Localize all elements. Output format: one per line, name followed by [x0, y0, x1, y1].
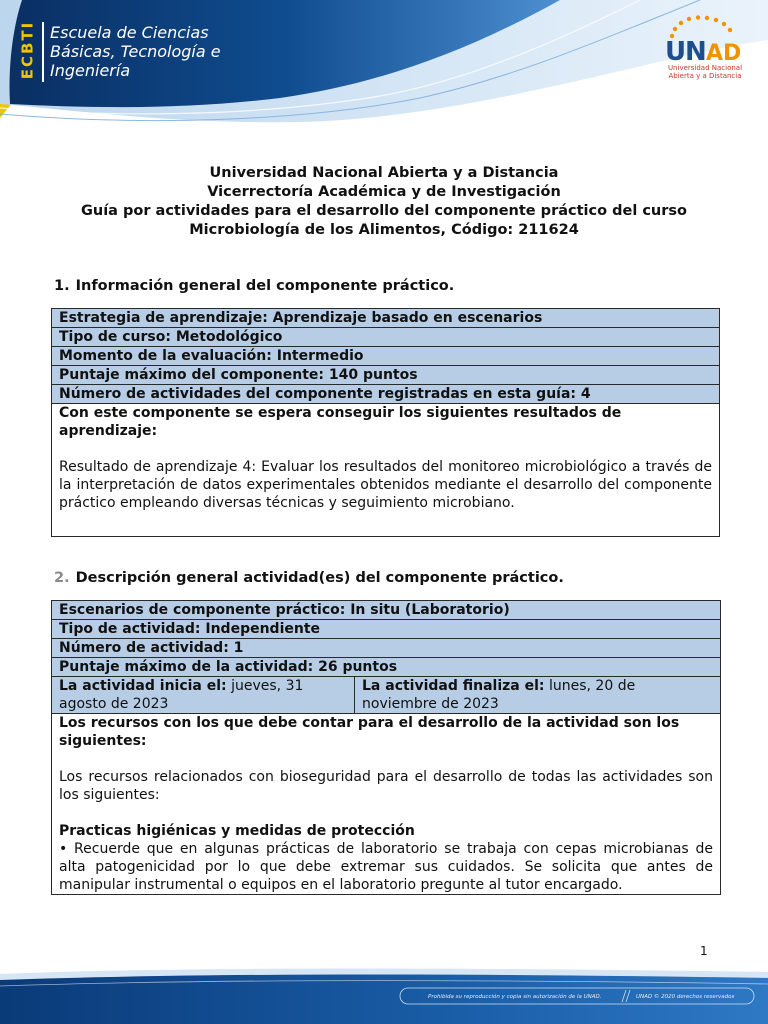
unad-logo-line: Abierta y a Distancia — [668, 72, 742, 80]
ecbti-vertical-label: ECBTI — [18, 20, 37, 80]
footer-banner — [0, 964, 768, 1024]
table-row: Estrategia de aprendizaje: Aprendizaje basado en escenarios — [52, 309, 720, 328]
title-line: Microbiología de los Alimentos, Código: 211624 — [189, 222, 579, 238]
activity-end-label: La actividad finaliza el: — [362, 678, 545, 694]
school-name-line: Ingeniería — [50, 61, 131, 80]
table-row: Puntaje máximo de la actividad: 26 puntos — [52, 658, 721, 677]
unad-logo-ad: AD — [706, 41, 742, 64]
resources-heading: Los recursos con los que debe contar para el desarrollo de la actividad son los siguientes: — [59, 715, 680, 749]
table-row: Puntaje máximo del componente: 140 puntos — [52, 366, 720, 385]
school-name — [50, 23, 221, 80]
title-line: Vicerrectoría Académica y de Investigación — [207, 184, 561, 200]
section-title: Información general del componente práctico. — [75, 278, 455, 294]
table-row: Tipo de actividad: Independiente — [52, 620, 721, 639]
practices-heading: Practicas higiénicas y medidas de protección — [59, 823, 415, 839]
learning-outcome-cell — [52, 404, 720, 537]
section-1-table — [51, 308, 720, 537]
section-number: 1. — [54, 278, 70, 294]
resources-text: Los recursos relacionados con bioseguridad para el desarrollo de todas las actividades son los siguientes: — [59, 769, 713, 803]
unad-logo-text — [660, 64, 750, 80]
activity-start-label: La actividad inicia el: — [59, 678, 227, 694]
unad-logo-u: U — [665, 37, 687, 64]
school-divider — [42, 22, 44, 82]
table-row: Número de actividades del componente registradas en esta guía: 4 — [52, 385, 720, 404]
school-name-line: Escuela de Ciencias — [50, 23, 209, 42]
table-row: Número de actividad: 1 — [52, 639, 721, 658]
header-banner — [0, 0, 768, 130]
learning-outcome-heading: Con este componente se espera conseguir los siguientes resultados de aprendizaje: — [59, 405, 622, 439]
unad-logo-mark — [660, 14, 750, 64]
section-title: Descripción general actividad(es) del componente práctico. — [75, 570, 564, 586]
unad-logo-n: N — [685, 37, 707, 64]
activity-start-cell — [52, 677, 355, 714]
table-row: Escenarios de componente práctico: In situ (Laboratorio) — [52, 601, 721, 620]
section-number: 2. — [54, 570, 70, 586]
activity-end-date: lunes, 20 de noviembre de 2023 — [362, 678, 636, 712]
section-2-heading — [54, 570, 564, 586]
page-number: 1 — [700, 944, 708, 958]
section-2-table — [51, 600, 721, 895]
learning-outcome-text: Resultado de aprendizaje 4: Evaluar los resultados del monitoreo microbiológico a través de la interpretación de datos experimentales obtenidos mediante el desarrollo del componente práctico empleando diversas técnicas y seguimiento microbiano. — [59, 459, 712, 511]
table-row: Momento de la evaluación: Intermedio — [52, 347, 720, 366]
activity-start-date: jueves, 31 agosto de 2023 — [59, 678, 304, 712]
unad-logo-line: Universidad Nacional — [667, 64, 743, 72]
resources-cell — [52, 714, 721, 895]
school-name-line: Básicas, Tecnología e — [50, 42, 221, 61]
title-line: Universidad Nacional Abierta y a Distancia — [209, 165, 559, 181]
practices-text: • Recuerde que en algunas prácticas de laboratorio se trabaja con cepas microbianas de alta patogenicidad por lo que debe extremar sus cuidados. Se solicita que antes de manipular instrumental o equipos en el laboratorio pregunte al tutor encargado. — [59, 841, 713, 893]
footer-rights: UNAD © 2020 derechos reservados — [636, 994, 735, 1000]
title-line: Guía por actividades para el desarrollo del componente práctico del curso — [80, 203, 687, 219]
footer-notice: Prohibida su reproducción y copia sin autorización de la UNAD. — [428, 994, 602, 1000]
unad-logo — [660, 14, 750, 84]
document-title — [0, 164, 768, 240]
activity-end-cell — [355, 677, 721, 714]
table-row: Tipo de curso: Metodológico — [52, 328, 720, 347]
section-1-heading — [54, 278, 454, 294]
